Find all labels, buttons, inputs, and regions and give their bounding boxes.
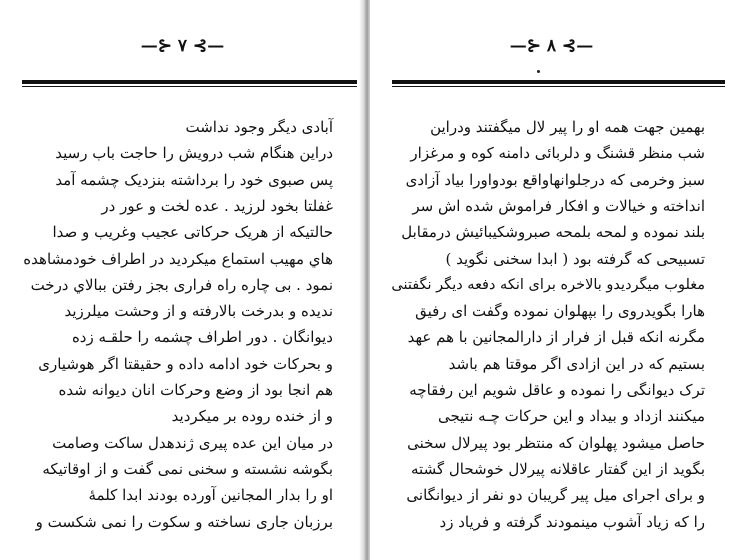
text-line: هم انجا بود از وضع وحرکات انان دیوانه شده bbox=[58, 381, 333, 399]
header-rule-thin bbox=[22, 86, 357, 87]
text-line: ترک دیوانگی را نموده و عاقل شویم این رفقاچه bbox=[409, 381, 705, 399]
text-line: برزبان جاری نساخته و سکوت را نمی شکست و bbox=[35, 512, 333, 531]
text-line: تسبیحی که گرفته بود ( ابدا سخنی نگوید ) bbox=[445, 249, 705, 268]
text-line: مغلوب میگردیدو بالاخره برای انکه دفعه دیگر نگفتنی bbox=[391, 276, 705, 293]
text-line: دیوانگان . دور اطراف چشمه را حلقـه زده bbox=[71, 328, 333, 347]
text-line: و از خنده روده بر میکردید bbox=[171, 407, 333, 426]
text-line: و بحرکات خود ادامه داده و حقیقتا اگر هوشیاری bbox=[38, 354, 333, 373]
text-line: بگوشه نشسته و سخنی نمی گفت و از اوقاتیکه bbox=[42, 459, 333, 478]
text-line: میکنند ازداد و بیداد و این حرکات چـه نتیجی bbox=[437, 407, 705, 426]
text-line: بلند نموده و لمحه بلمحه صبروشکیبائیش درمقابل bbox=[401, 223, 705, 242]
page-number-header: —⊱ ۸ ⊰— bbox=[509, 36, 594, 56]
text-line: سبز وخرمی که درجلوانهاواقع بودواورا بیاد آزادی bbox=[405, 170, 705, 189]
ink-dot bbox=[537, 70, 540, 73]
text-line: بهمین جهت همه او را پیر لال میگفتند ودراین bbox=[430, 118, 705, 136]
text-line: دراین هنگام شب درویش را حاجت باب رسید bbox=[55, 144, 333, 163]
text-line: نمود . بی چاره راه فراری بجز رفتن ببالاي درخت bbox=[30, 275, 333, 294]
text-line: پس صبوی خود را برداشته بنزدیک چشمه آمد bbox=[55, 170, 333, 189]
text-line: غفلتا بخود لرزید . عده لخت و عور در bbox=[101, 196, 333, 215]
text-line: بگوید از این گفتار عاقلانه پیرلال خوشحال گشته bbox=[411, 459, 705, 478]
text-line: او را بدار المجانین آورده بودند ابدا کلمهٔ bbox=[88, 486, 333, 505]
header-rule-thin bbox=[392, 86, 725, 87]
text-line: را که زیاد آشوب مینمودند گرفته و فریاد زد bbox=[439, 512, 705, 531]
text-line: هارا بگویدروی را بپهلوان نموده وگفت ای رفیق bbox=[415, 302, 705, 321]
text-line: در میان این عده پیری ژندهدل ساکت وصامت bbox=[52, 433, 333, 452]
text-line: ندیده و بدرخت بالارفته و از وحشت میلرزید bbox=[64, 302, 333, 321]
text-line: بستیم که در این ازادی اگر موقتا هم باشد bbox=[448, 354, 705, 373]
text-line: و برای اجرای میل پیر گریبان دو نفر از دیوانگانی bbox=[406, 486, 705, 505]
right-page bbox=[370, 0, 733, 560]
page-number-header: —⊱ ۷ ⊰— bbox=[140, 36, 225, 56]
text-line: شب منظر قشنگ و دلربائی دامنه کوه و مرغزار bbox=[410, 144, 705, 163]
text-line: آبادی دیگر وجود نداشت bbox=[185, 118, 333, 136]
left-page bbox=[0, 0, 365, 560]
text-line: انداخته و خیالات و افکار فراموش شده اش سر bbox=[412, 196, 705, 215]
text-line: حالتیکه از هریک حرکاتی عجیب وغریب و صدا bbox=[52, 223, 333, 242]
text-line: هاي مهیب استماع میکردید در اطراف خودمشاهده bbox=[23, 249, 333, 268]
text-line: مگرنه انکه قبل از فرار از دارالمجانین با هم عهد bbox=[407, 328, 705, 347]
header-rule-thick bbox=[392, 80, 725, 84]
header-rule-thick bbox=[22, 80, 357, 84]
text-line: حاصل میشود پهلوان که منتظر بود پیرلال سخنی bbox=[407, 433, 705, 452]
